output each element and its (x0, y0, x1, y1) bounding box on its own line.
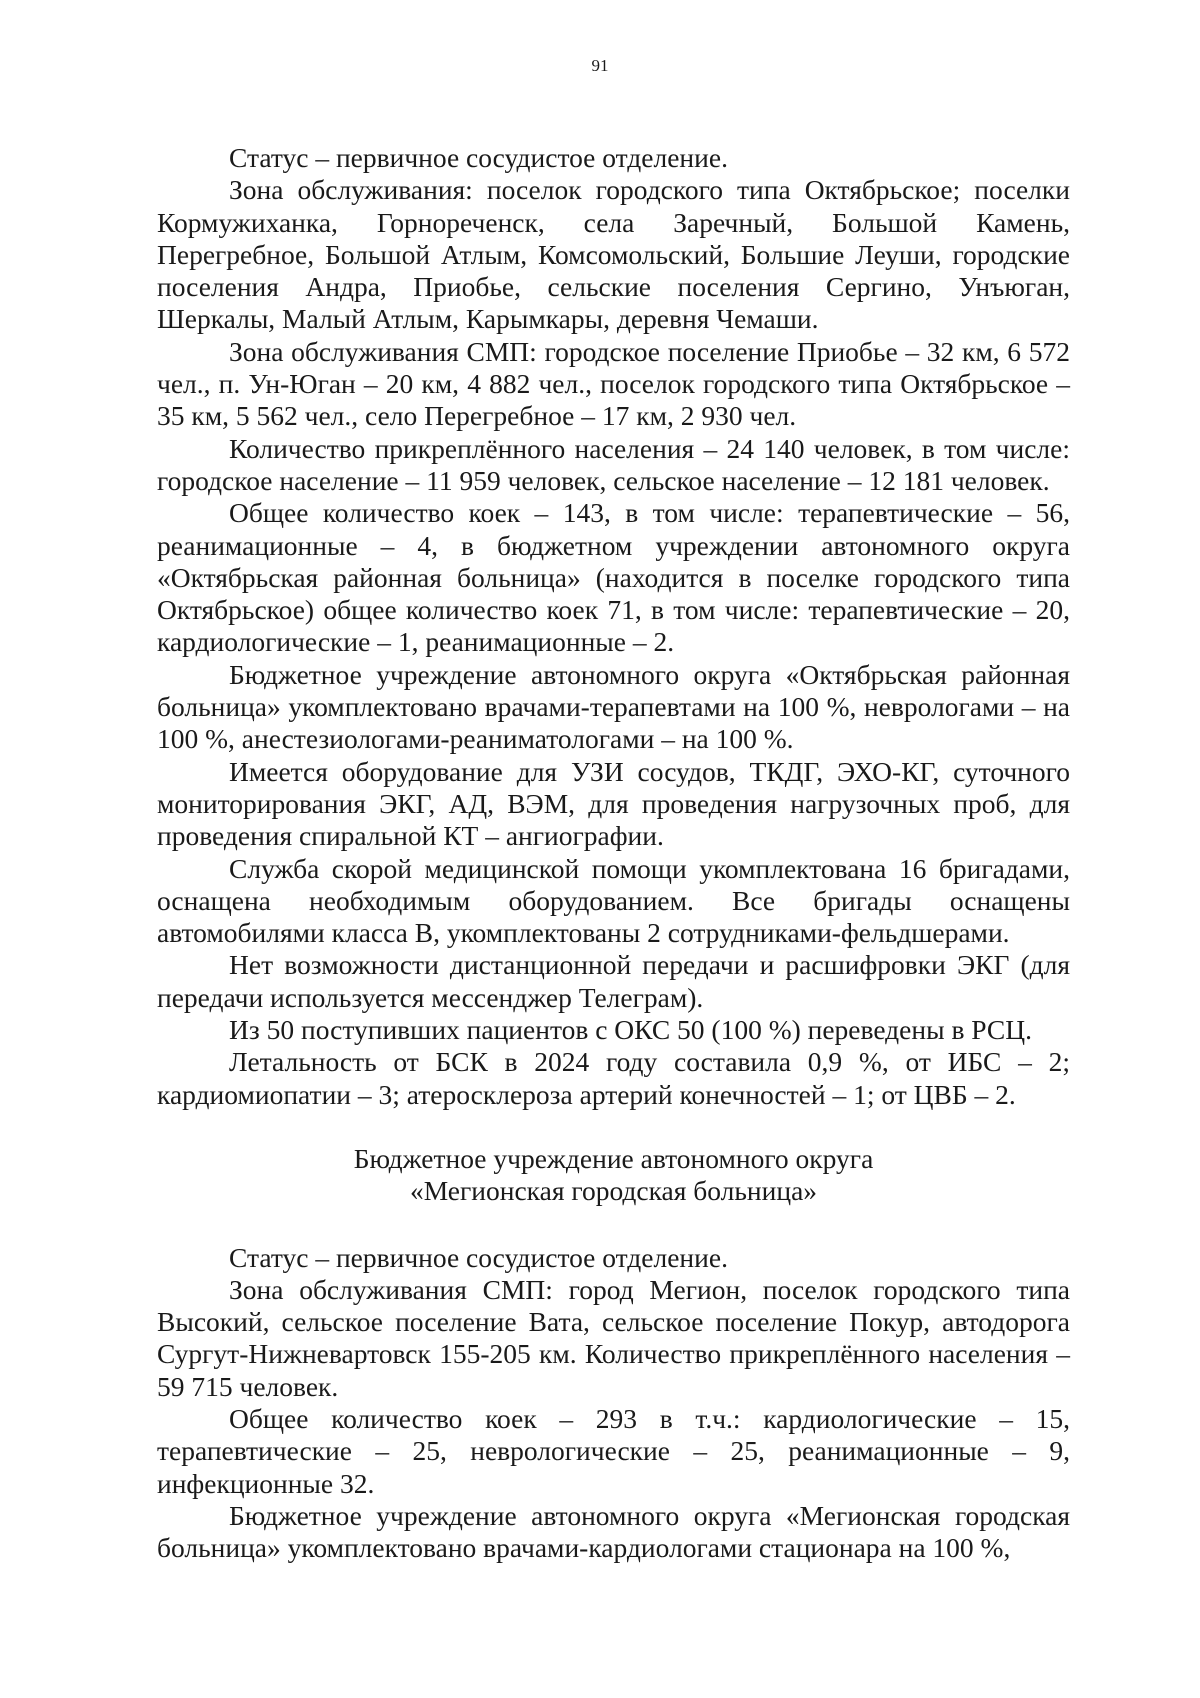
spacer (157, 1111, 1070, 1143)
paragraph-population: Количество прикреплённого населения – 24 140 человек, в том числе: городское население – 11 959 человек, сельское население – 12 181 человек. (157, 432, 1070, 496)
paragraph-ems-zone: Зона обслуживания СМП: городское поселение Приобье – 32 км, 6 572 чел., п. Ун-Юган – 20 км, 4 882 чел., поселок городского типа Октябрьское – 35 км, 5 562 чел., село Перегребное – 17 км, 2 930 чел. (157, 335, 1070, 432)
paragraph-ecg-transfer: Нет возможности дистанционной передачи и расшифровки ЭКГ (для передачи используется мессенджер Телеграм). (157, 949, 1070, 1013)
paragraph-status: Статус – первичное сосудистое отделение. (229, 142, 728, 173)
spacer (157, 1208, 1070, 1242)
section-heading-line-2: «Мегионская городская больница» (409, 1175, 818, 1207)
paragraph-equipment: Имеется оборудование для УЗИ сосудов, ТКДГ, ЭХО-КГ, суточного мониторирования ЭКГ, АД, ВЭМ, для проведения нагрузочных проб, для проведения спиральной КТ – ангиографии. (157, 755, 1070, 852)
paragraph-beds: Общее количество коек – 143, в том числе: терапевтические – 56, реанимационные – 4, в бюджетном учреждении автономного округа «Октябрьская районная больница» (находится в поселке городского типа Октябрьское) общее количество коек 71, в том числе: терапевтические – 20, кардиологические – 1, реанимационные – 2. (157, 497, 1070, 658)
paragraph-service-zone: Зона обслуживания: поселок городского типа Октябрьское; поселки Кормужиханка, Горнореченск, села Заречный, Большой Камень, Перегребное, Большой Атлым, Комсомольский, Большие Леуши, городские поселения Андра, Приобье, сельские поселения Сергино, Унъюган, Шеркалы, Малый Атлым, Карымкары, деревня Чемаши. (157, 174, 1070, 335)
paragraph-beds: Общее количество коек – 293 в т.ч.: кардиологические – 15, терапевтические – 25, неврологические – 25, реанимационные – 9, инфекционные 32. (157, 1402, 1070, 1499)
paragraph-status: Статус – первичное сосудистое отделение. (229, 1241, 728, 1273)
paragraph-ems-zone: Зона обслуживания СМП: город Мегион, поселок городского типа Высокий, сельское поселение Вата, сельское поселение Покур, автодорога Сургут-Нижневартовск 155-205 км. Количество прикреплённого населения – 59 715 человек. (157, 1273, 1070, 1402)
paragraph-mortality: Летальность от БСК в 2024 году составила 0,9 %, от ИБС – 2; кардиомиопатии – 3; атеросклероза артерий конечностей – 1; от ЦВБ – 2. (157, 1046, 1070, 1110)
paragraph-staffing: Бюджетное учреждение автономного округа «Мегионская городская больница» укомплектовано врачами-кардиологами стационара на 100 %, (157, 1499, 1070, 1564)
paragraph-acs-patients: Из 50 поступивших пациентов с ОКС 50 (100 %) переведены в РСЦ. (229, 1014, 1033, 1046)
section-heading-line-1: Бюджетное учреждение автономного округа (353, 1142, 874, 1174)
page-number: 91 (591, 56, 609, 75)
paragraph-staffing: Бюджетное учреждение автономного округа «Октябрьская районная больница» укомплектовано врачами-терапевтами на 100 %, неврологами – на 100 %, анестезиологами-реаниматологами – на 100 %. (157, 658, 1070, 755)
document-body (157, 142, 1070, 1564)
paragraph-ambulance: Служба скорой медицинской помощи укомплектована 16 бригадами, оснащена необходимым оборудованием. Все бригады оснащены автомобилями класса В, укомплектованы 2 сотрудниками-фельдшерами. (157, 852, 1070, 949)
